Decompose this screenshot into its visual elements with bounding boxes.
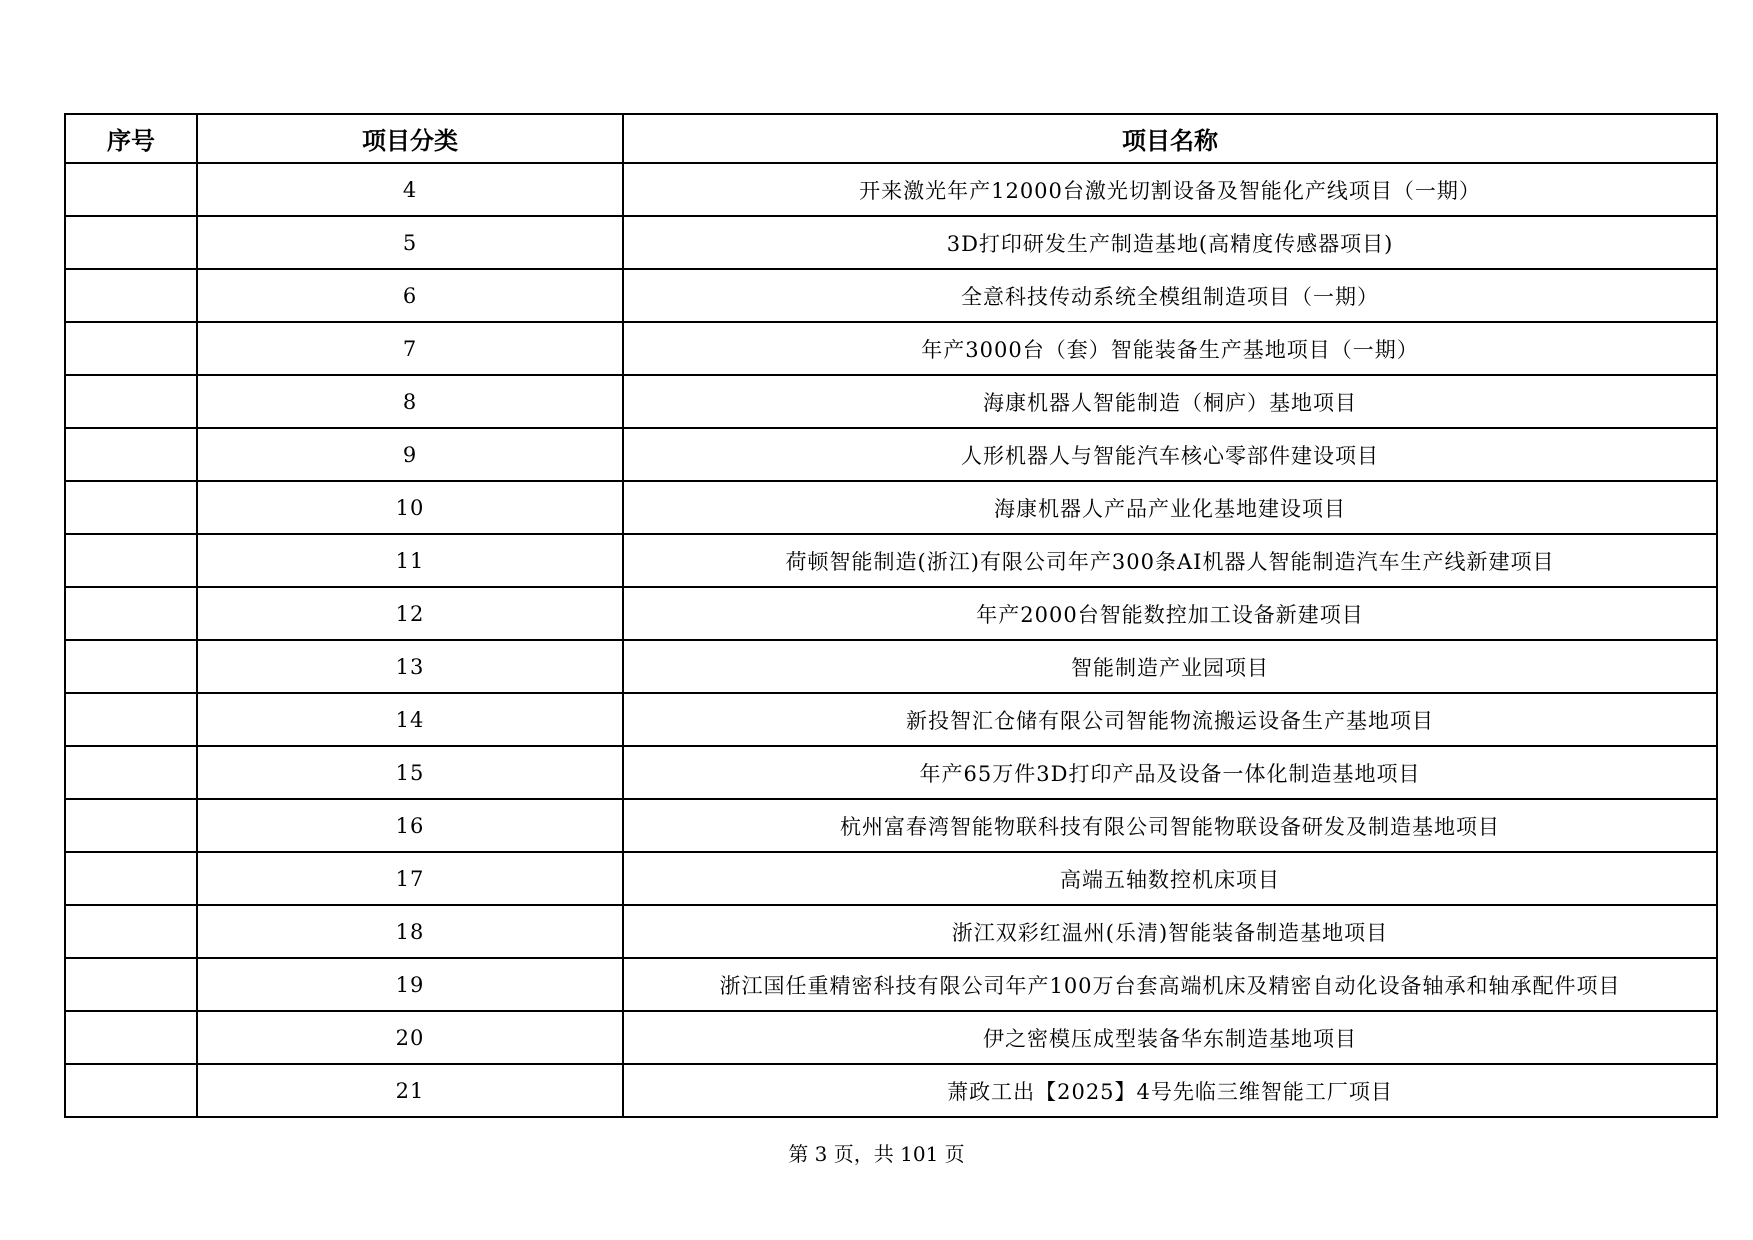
cell-name: 年产2000台智能数控加工设备新建项目 (623, 587, 1717, 640)
table-row (65, 428, 1717, 481)
page-number: 第 3 页，共 101 页 (788, 1142, 965, 1166)
cell-seq (65, 852, 197, 905)
cell-seq (65, 640, 197, 693)
cell-name: 海康机器人产品产业化基地建设项目 (623, 481, 1717, 534)
table-row (65, 1064, 1717, 1117)
cell-seq (65, 481, 197, 534)
cell-name: 人形机器人与智能汽车核心零部件建设项目 (623, 428, 1717, 481)
cell-seq (65, 428, 197, 481)
cell-category: 17 (197, 852, 623, 905)
cell-seq (65, 587, 197, 640)
cell-name: 荷顿智能制造(浙江)有限公司年产300条AI机器人智能制造汽车生产线新建项目 (623, 534, 1717, 587)
table-row (65, 799, 1717, 852)
cell-seq (65, 746, 197, 799)
cell-name: 浙江国任重精密科技有限公司年产100万台套高端机床及精密自动化设备轴承和轴承配件项目 (623, 958, 1717, 1011)
cell-category: 20 (197, 1011, 623, 1064)
cell-category: 5 (197, 216, 623, 269)
cell-category: 8 (197, 375, 623, 428)
cell-name: 海康机器人智能制造（桐庐）基地项目 (623, 375, 1717, 428)
cell-category: 13 (197, 640, 623, 693)
cell-category: 11 (197, 534, 623, 587)
cell-category: 6 (197, 269, 623, 322)
table-row (65, 1011, 1717, 1064)
cell-seq (65, 1011, 197, 1064)
table-row (65, 534, 1717, 587)
header-seq: 序号 (65, 114, 197, 163)
header-category: 项目分类 (197, 114, 623, 163)
cell-name: 全意科技传动系统全模组制造项目（一期） (623, 269, 1717, 322)
cell-category: 7 (197, 322, 623, 375)
cell-name: 伊之密模压成型装备华东制造基地项目 (623, 1011, 1717, 1064)
cell-category: 19 (197, 958, 623, 1011)
table-row (65, 269, 1717, 322)
cell-seq (65, 958, 197, 1011)
cell-seq (65, 163, 197, 216)
table-row (65, 693, 1717, 746)
cell-seq (65, 375, 197, 428)
cell-category: 14 (197, 693, 623, 746)
table-row (65, 905, 1717, 958)
table-row (65, 746, 1717, 799)
table-body (65, 163, 1717, 1117)
cell-seq (65, 1064, 197, 1117)
cell-category: 15 (197, 746, 623, 799)
cell-seq (65, 905, 197, 958)
table-row (65, 640, 1717, 693)
cell-category: 18 (197, 905, 623, 958)
table-row (65, 216, 1717, 269)
table-row (65, 852, 1717, 905)
cell-category: 16 (197, 799, 623, 852)
cell-name: 萧政工出【2025】4号先临三维智能工厂项目 (623, 1064, 1717, 1117)
cell-name: 开来激光年产12000台激光切割设备及智能化产线项目（一期） (623, 163, 1717, 216)
table-row (65, 481, 1717, 534)
header-name: 项目名称 (623, 114, 1717, 163)
table-row (65, 163, 1717, 216)
cell-seq (65, 799, 197, 852)
cell-name: 新投智汇仓储有限公司智能物流搬运设备生产基地项目 (623, 693, 1717, 746)
cell-category: 4 (197, 163, 623, 216)
table-row (65, 322, 1717, 375)
cell-name: 浙江双彩红温州(乐清)智能装备制造基地项目 (623, 905, 1717, 958)
cell-name: 高端五轴数控机床项目 (623, 852, 1717, 905)
cell-seq (65, 322, 197, 375)
cell-seq (65, 693, 197, 746)
cell-category: 12 (197, 587, 623, 640)
table-row (65, 587, 1717, 640)
cell-name: 年产3000台（套）智能装备生产基地项目（一期） (623, 322, 1717, 375)
cell-seq (65, 534, 197, 587)
cell-category: 9 (197, 428, 623, 481)
table-header-row (65, 114, 1717, 163)
cell-name: 智能制造产业园项目 (623, 640, 1717, 693)
cell-seq (65, 269, 197, 322)
table-row (65, 375, 1717, 428)
cell-name: 杭州富春湾智能物联科技有限公司智能物联设备研发及制造基地项目 (623, 799, 1717, 852)
cell-seq (65, 216, 197, 269)
table-row (65, 958, 1717, 1011)
cell-name: 3D打印研发生产制造基地(高精度传感器项目) (623, 216, 1717, 269)
cell-name: 年产65万件3D打印产品及设备一体化制造基地项目 (623, 746, 1717, 799)
cell-category: 10 (197, 481, 623, 534)
cell-category: 21 (197, 1064, 623, 1117)
project-table (64, 113, 1718, 1118)
